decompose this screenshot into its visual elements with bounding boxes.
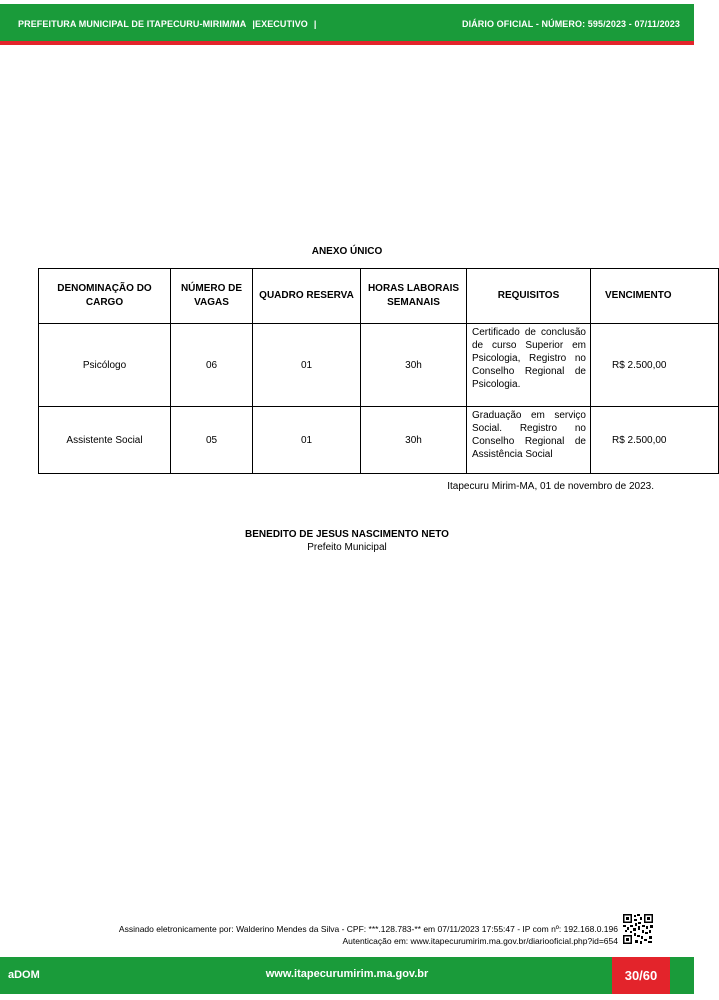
- electronic-signature: [119, 923, 618, 947]
- table-row: [39, 407, 719, 474]
- col-header-reserva: QUADRO RESERVA: [253, 269, 361, 324]
- table-row: [39, 324, 719, 407]
- footer-page-number: 30/60: [612, 957, 670, 994]
- footer-brand: aDOM: [8, 969, 40, 981]
- positions-table: [38, 268, 719, 474]
- header-separator: |: [313, 18, 317, 29]
- header-separator: |: [252, 18, 255, 29]
- col-header-cargo: DENOMINAÇÃO DO CARGO: [39, 269, 171, 324]
- header-section: EXECUTIVO: [255, 18, 308, 29]
- cell-requisitos: Graduação em serviço Social. Registro no Conselho Regional de Assistência Social: [467, 407, 591, 474]
- vencimento-value: R$ 2.500,00: [612, 359, 667, 371]
- vencimento-value: R$ 2.500,00: [612, 434, 667, 446]
- cell-vencimento: [591, 324, 719, 407]
- cell-requisitos: Certificado de conclusão de curso Superior em Psicologia, Registro no Conselho Regional de Psicologia.: [467, 324, 591, 407]
- table-header-row: [39, 269, 719, 324]
- cell-vagas: 06: [171, 324, 253, 407]
- cell-reserva: 01: [253, 324, 361, 407]
- header-red-stripe: [0, 41, 694, 45]
- footer-edge: [670, 957, 694, 994]
- qr-code-icon: [622, 913, 654, 945]
- cell-cargo: Assistente Social: [39, 407, 171, 474]
- cell-reserva: 01: [253, 407, 361, 474]
- cell-horas: 30h: [361, 324, 467, 407]
- date-line: Itapecuru Mirim-MA, 01 de novembro de 2023.: [447, 481, 654, 492]
- page-header: [0, 6, 694, 41]
- signer-role: Prefeito Municipal: [307, 542, 387, 553]
- col-header-vencimento: VENCIMENTO: [591, 269, 719, 324]
- header-left: [18, 19, 317, 29]
- footer-website-link[interactable]: www.itapecurumirim.ma.gov.br: [265, 968, 429, 980]
- cell-horas: 30h: [361, 407, 467, 474]
- page-footer: [0, 957, 694, 994]
- positions-table-wrapper: [38, 268, 672, 474]
- signature-signed-by: Assinado eletronicamente por: Walderino Mendes da Silva - CPF: ***.128.783-** em 07/11/2023 17:55:47 - IP com nº: 192.168.0.196: [118, 924, 618, 934]
- header-municipality: PREFEITURA MUNICIPAL DE ITAPECURU-MIRIM/MA: [18, 18, 247, 29]
- cell-vagas: 05: [171, 407, 253, 474]
- cell-vencimento: [591, 407, 719, 474]
- header-gazette-number: DIÁRIO OFICIAL - NÚMERO: 595/2023 - 07/11/2023: [461, 18, 680, 29]
- signature-authentication[interactable]: Autenticação em: www.itapecurumirim.ma.gov.br/diariooficial.php?id=654: [342, 936, 618, 946]
- col-header-vagas: NÚMERO DE VAGAS: [171, 269, 253, 324]
- col-header-horas: HORAS LABORAIS SEMANAIS: [361, 269, 467, 324]
- cell-cargo: Psicólogo: [39, 324, 171, 407]
- signer-name: BENEDITO DE JESUS NASCIMENTO NETO: [245, 529, 449, 540]
- col-header-requisitos: REQUISITOS: [467, 269, 591, 324]
- signer-block: [0, 528, 694, 554]
- annex-title: ANEXO ÚNICO: [311, 246, 383, 257]
